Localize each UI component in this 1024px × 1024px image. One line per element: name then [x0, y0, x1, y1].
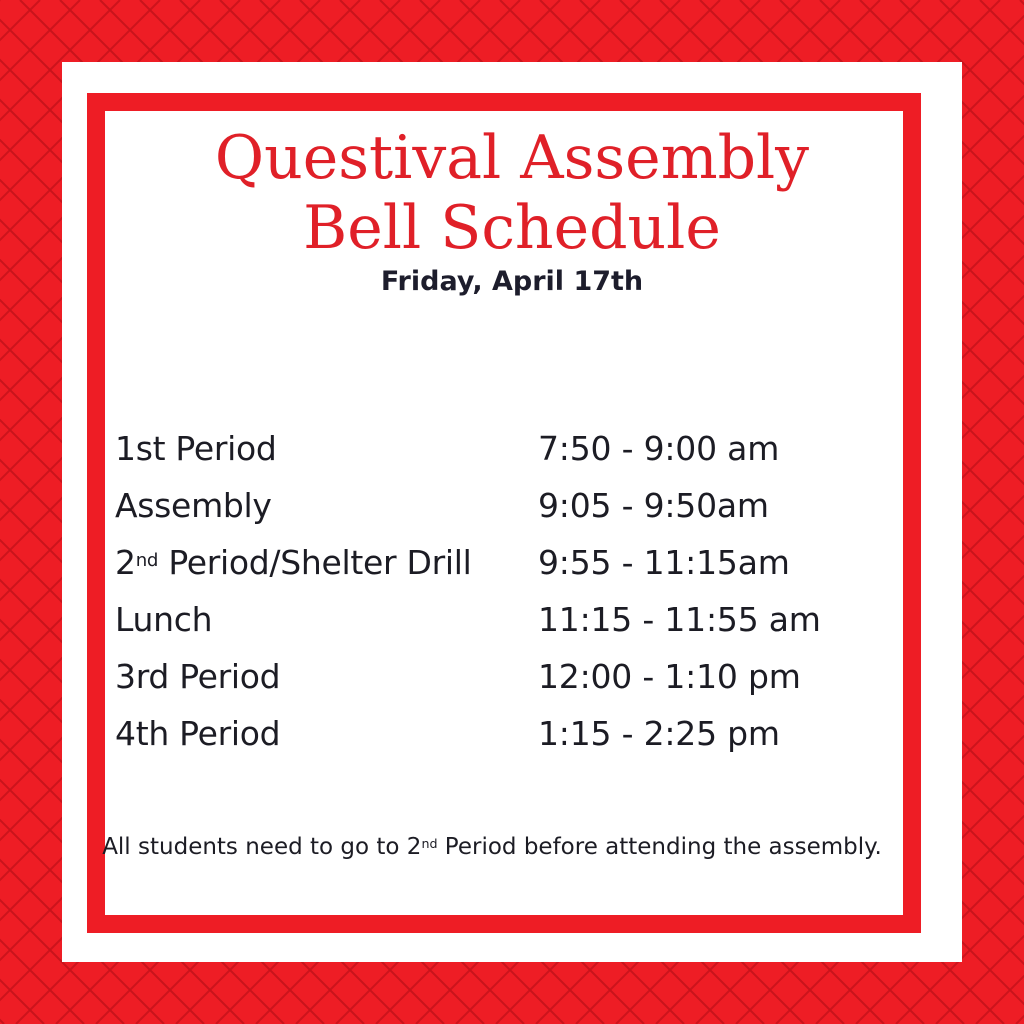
note-text-after: Period before attending the assembly. — [437, 834, 882, 860]
period-time: 11:15 - 11:55 am — [538, 600, 821, 639]
note-text-before: All students need to go to 2 — [102, 834, 422, 860]
period-time: 12:00 - 1:10 pm — [538, 657, 801, 696]
note-ordinal-suffix: nd — [421, 836, 438, 852]
period-name: 4th Period — [115, 714, 281, 753]
event-date: Friday, April 17th — [380, 266, 644, 297]
period-time: 7:50 - 9:00 am — [538, 429, 780, 468]
period-name: Lunch — [115, 600, 213, 639]
period-name: 3rd Period — [115, 657, 281, 696]
title-line-1: Questival Assembly — [214, 123, 810, 193]
period-name — [115, 534, 471, 591]
period-name: 1st Period — [115, 429, 277, 468]
period-name-rest: Period/Shelter Drill — [158, 543, 472, 582]
bell-schedule-list — [115, 420, 875, 762]
title-line-2: Bell Schedule — [303, 193, 721, 263]
assembly-note — [100, 828, 884, 866]
period-time: 9:05 - 9:50am — [538, 486, 769, 525]
schedule-row — [115, 420, 875, 477]
schedule-row — [115, 648, 875, 705]
schedule-row — [115, 591, 875, 648]
period-time: 1:15 - 2:25 pm — [538, 714, 780, 753]
period-ordinal-suffix: nd — [135, 549, 159, 571]
schedule-row — [115, 534, 875, 591]
period-number: 2 — [115, 543, 136, 582]
schedule-row — [115, 705, 875, 762]
period-time: 9:55 - 11:15am — [538, 543, 790, 582]
period-name: Assembly — [115, 486, 272, 525]
schedule-row — [115, 477, 875, 534]
